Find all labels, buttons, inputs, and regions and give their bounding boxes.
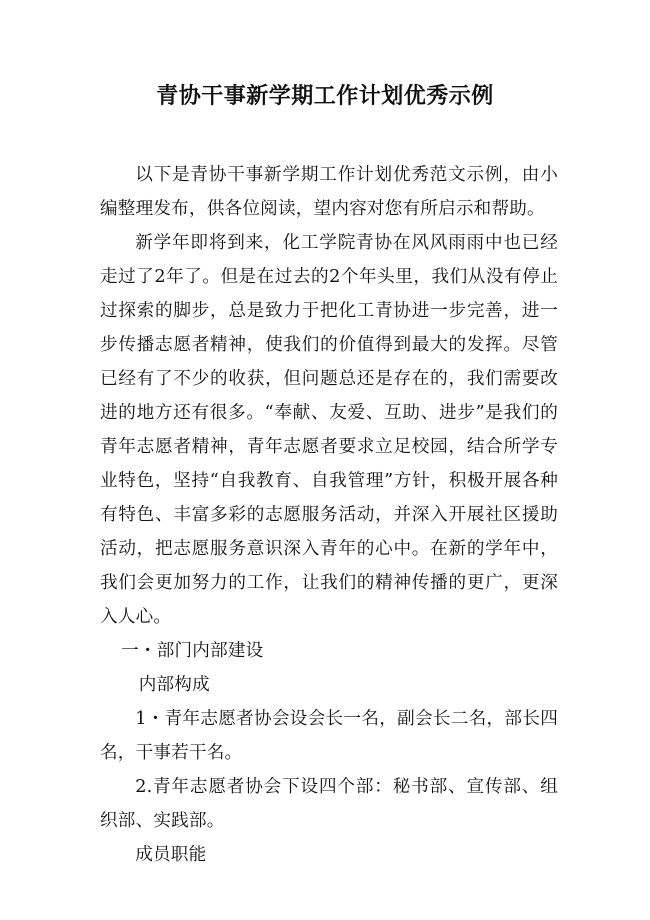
subsection-heading: 内部构成 xyxy=(138,675,210,695)
intro-paragraph: 以下是青协干事新学期工作计划优秀范文示例，由小编整理发布，供各位阅读，望内容对您有所启示和帮助。 xyxy=(100,165,558,219)
document-body xyxy=(100,158,558,872)
subsection-heading: 成员职能 xyxy=(135,845,207,865)
document-title: 青协干事新学期工作计划优秀示例 xyxy=(156,84,494,109)
body-paragraph: 新学年即将到来，化工学院青协在风风雨雨中也已经走过了2年了。但是在过去的2个年头里，我们从没有停止过探索的脚步，总是致力于把化工青协进一步完善，进一步传播志愿者精神，使我们的价值得到最大的发挥。尽管已经有了不少的收获，但问题总还是存在的，我们需要改进的地方还有很多。“奉献、友爱、互助、进步”是我们的青年志愿者精神，青年志愿者要求立足校园，结合所学专业特色，坚持“自我教育、自我管理”方针，积极开展各种有特色、丰富多彩的志愿服务活动，并深入开展社区援助活动，把志愿服务意识深入青年的心中。在新的学年中，我们会更加努力的工作，让我们的精神传播的更广，更深入人心。 xyxy=(100,233,558,627)
list-item: 2.青年志愿者协会下设四个部：秘书部、宣传部、组织部、实践部。 xyxy=(100,777,558,831)
section-heading: 一・部门内部建设 xyxy=(121,641,264,661)
list-item: 1・青年志愿者协会设会长一名，副会长二名，部长四名，干事若干名。 xyxy=(100,709,558,763)
